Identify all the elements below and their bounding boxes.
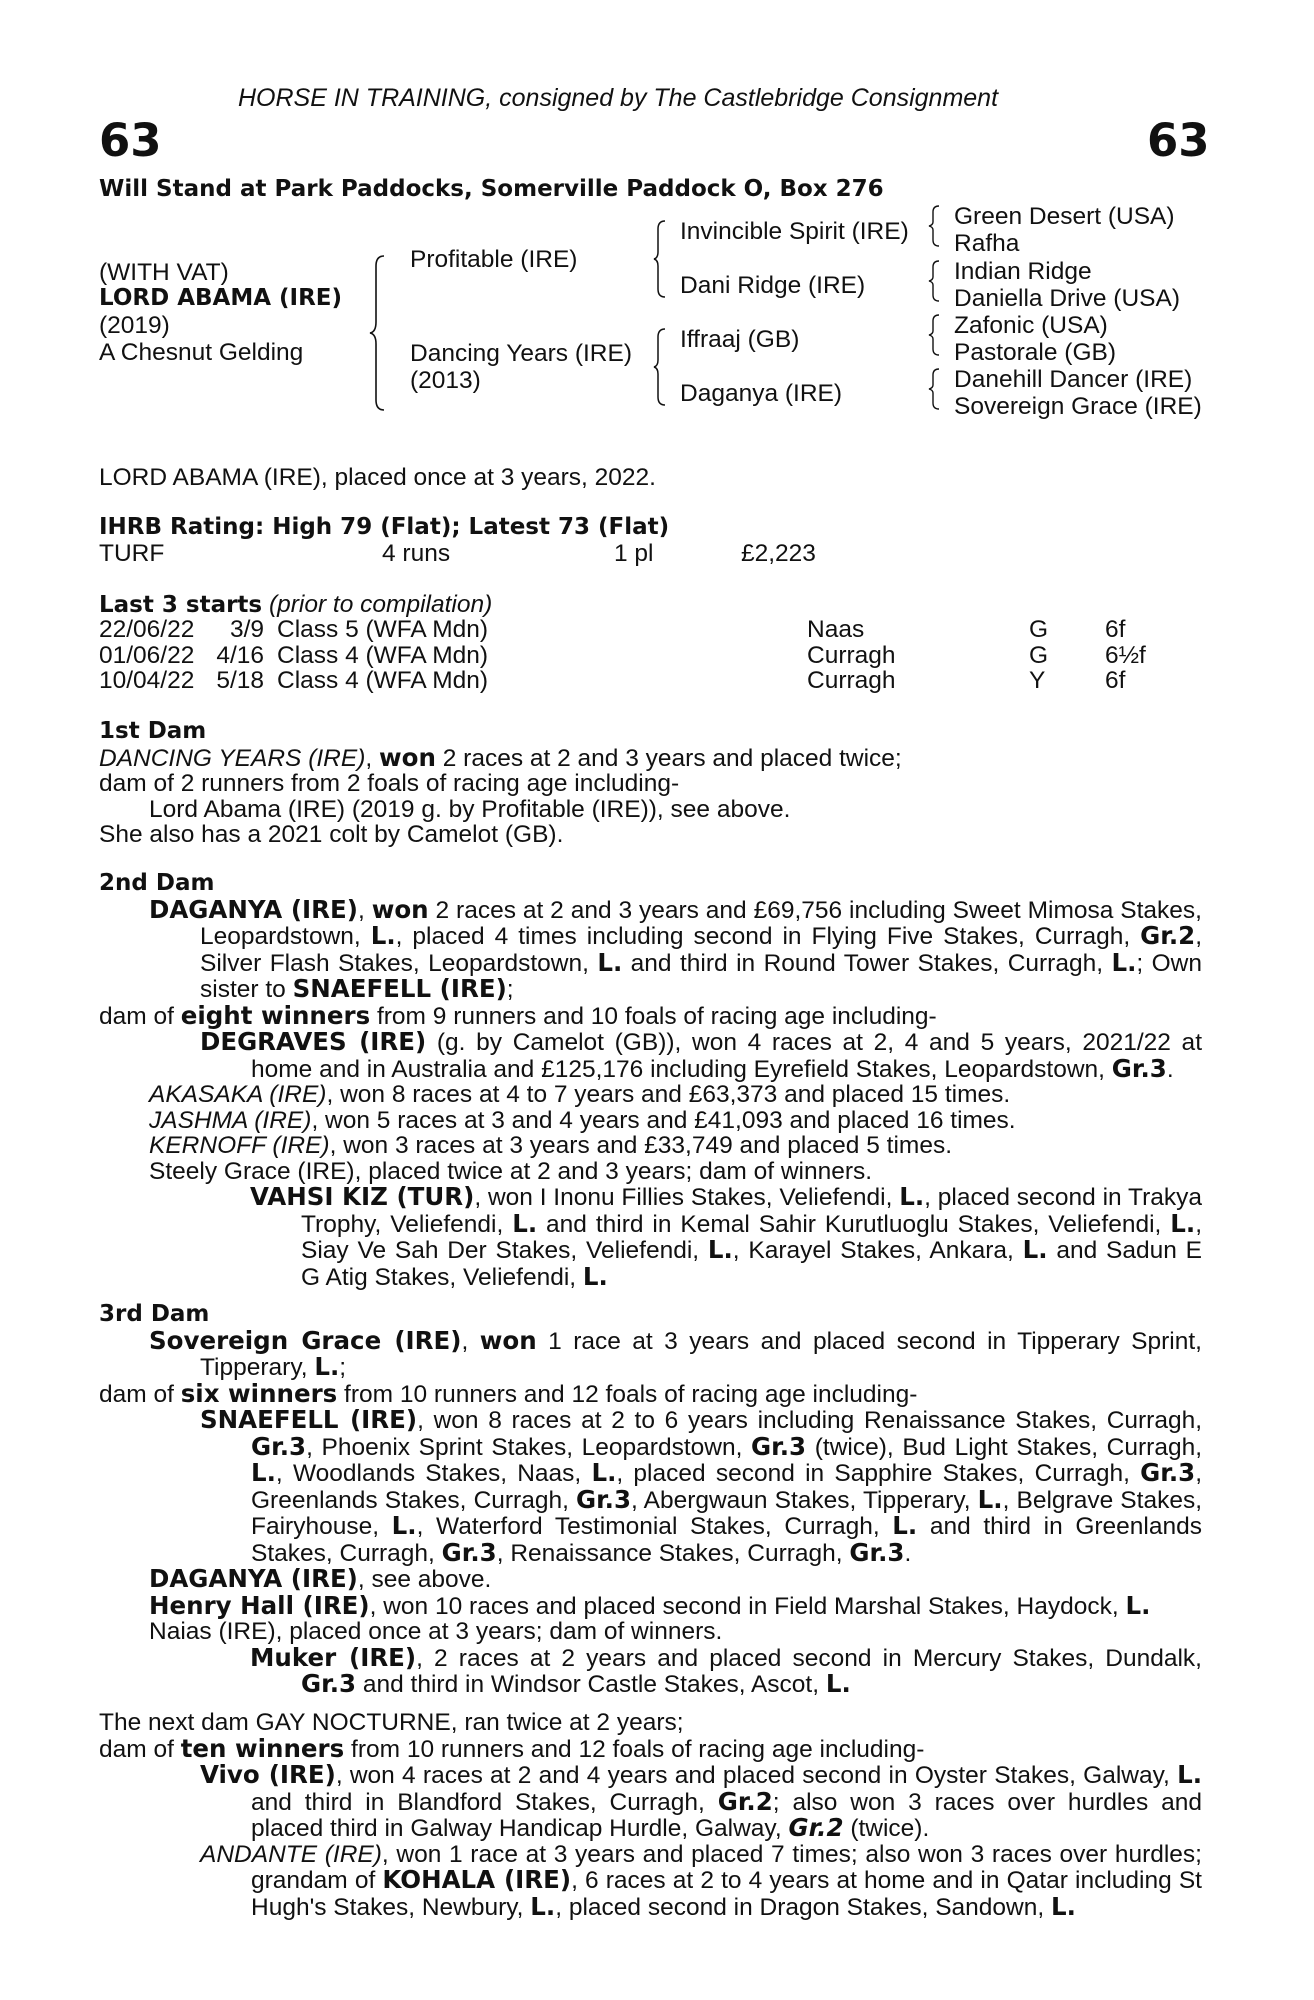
rating-heading: IHRB Rating: High 79 (Flat); Latest 73 (Flat) — [99, 514, 670, 540]
text: , Silver Flash Stakes, Leopardstown, — [200, 923, 1203, 977]
horse-name: DAGANYA (IRE) — [149, 1564, 358, 1593]
horse-name: Sovereign Grace (IRE) — [149, 1325, 462, 1355]
won-label: won — [379, 742, 436, 772]
text: 2 races at 2 and 3 years and £69,756 including Sweet Mimosa Stakes, Leopardstown, — [200, 896, 1202, 950]
table-row — [99, 617, 1146, 643]
run-position: 5/18 — [216, 667, 264, 694]
produce-entry — [99, 1108, 1202, 1134]
text: , won 8 races at 4 to 7 years and £63,373 and placed 15 times. — [326, 1081, 1011, 1108]
text: . — [904, 1539, 912, 1567]
text: , Greenlands Stakes, Curragh, — [251, 1460, 1203, 1514]
horse-name: ANDANTE (IRE) — [200, 1840, 382, 1868]
lot-number-right: 63 — [1147, 114, 1210, 167]
grade-label: L. — [530, 1891, 556, 1921]
pedigree-g3-4: Daniella Drive (USA) — [954, 285, 1181, 312]
grade-label: L. — [512, 1208, 538, 1238]
pedigree-dam: Dancing Years (IRE) — [410, 340, 632, 367]
run-race: Class 4 (WFA Mdn) — [277, 641, 489, 669]
run-going: Y — [1029, 667, 1046, 694]
pedigree-dam-dam: Daganya (IRE) — [680, 380, 843, 407]
run-date: 10/04/22 — [99, 667, 195, 694]
grade-label: Gr.2 — [1140, 921, 1196, 950]
produce-entry: Naias (IRE), placed once at 3 years; dam of winners. — [149, 1618, 723, 1645]
grade-label: L. — [597, 947, 623, 977]
text: 1 race at 3 years and placed second in Tipperary Sprint, Tipperary, — [200, 1327, 1202, 1381]
text: and third in Round Tower Stakes, Curragh, — [622, 949, 1112, 977]
horse-name: DEGRAVES (IRE) — [200, 1027, 427, 1056]
pedigree-brace-g4 — [927, 367, 941, 411]
text: dam of — [99, 1380, 181, 1408]
produce-entry — [99, 1082, 1202, 1108]
horse-name: JASHMA (IRE) — [149, 1106, 312, 1134]
horse-name: AKASAKA (IRE) — [149, 1081, 327, 1108]
table-row — [99, 643, 1146, 669]
last-starts-note: (prior to compilation) — [268, 591, 493, 618]
produce-entry: Steely Grace (IRE), placed twice at 2 and 3 years; dam of winners. — [149, 1157, 873, 1185]
horse-name: SNAEFELL (IRE) — [292, 974, 507, 1003]
horse-name: KERNOFF (IRE) — [149, 1132, 330, 1159]
next-dam-line: The next dam GAY NOCTURNE, ran twice at 2 years; — [99, 1709, 684, 1736]
pedigree-sire-sire: Invincible Spirit (IRE) — [680, 218, 909, 245]
next-dam-produce-line — [99, 1733, 1202, 1763]
pedigree-g3-8: Sovereign Grace (IRE) — [954, 393, 1202, 420]
first-dam-section — [99, 719, 1202, 848]
text: , won 1 race at 3 years and placed 7 times; also won 3 races over hurdles; grandam of — [251, 1840, 1202, 1894]
next-dam-section — [99, 1710, 1202, 1920]
text: ; — [339, 1354, 347, 1381]
text: (twice), Bud Light Stakes, Curragh, — [806, 1433, 1202, 1461]
run-position: 3/9 — [229, 616, 264, 643]
third-dam-heading: 3rd Dam — [99, 1301, 210, 1327]
grade-label: Gr.2 — [717, 1786, 773, 1816]
produce-entry — [99, 1133, 1202, 1159]
table-row — [99, 668, 1146, 694]
run-distance: 6f — [1105, 616, 1126, 643]
run-position: 4/16 — [216, 641, 264, 669]
text: , won 8 races at 2 to 6 years including Renaissance Stakes, Curragh, — [417, 1407, 1203, 1434]
run-course: Naas — [807, 616, 865, 643]
text: , Renaissance Stakes, Curragh, — [496, 1539, 850, 1567]
pedigree-g3-2: Rafha — [954, 230, 1020, 257]
first-dam-line1: DANCING YEARS (IRE), won 2 races at 2 and 3 years and placed twice; — [99, 742, 902, 772]
third-dam-entry: Sovereign Grace (IRE), won 1 race at 3 years and placed second in Tipperary Sprint, Tipperary, L.; — [149, 1325, 1202, 1381]
grade-label: L. — [370, 921, 396, 950]
text: , won 4 races at 2 and 4 years and placed second in Oyster Stakes, Galway, — [335, 1762, 1178, 1789]
run-distance: 6½f — [1105, 641, 1146, 669]
pedigree-dam-year: (2013) — [410, 367, 481, 394]
pedigree-g3-1: Green Desert (USA) — [954, 203, 1175, 230]
horse-name: SNAEFELL (IRE) — [200, 1405, 418, 1434]
run-going: G — [1029, 616, 1049, 643]
first-dam-heading: 1st Dam — [99, 718, 207, 744]
text: , placed second in Dragon Stakes, Sandown, — [555, 1893, 1051, 1921]
grade-label: Gr.3 — [251, 1431, 307, 1461]
won-label: won — [371, 894, 429, 924]
grade-label: Gr.3 — [1140, 1458, 1196, 1487]
text: ; — [506, 976, 514, 1003]
last-starts-heading — [99, 592, 492, 619]
text: , placed second in Trakya Trophy, Veliefendi, — [301, 1184, 1203, 1238]
produce-entry — [99, 1642, 1202, 1698]
rating-runs: 4 runs — [382, 540, 451, 567]
winners-count: eight winners — [180, 1000, 371, 1030]
grade-label: L. — [1111, 947, 1137, 977]
run-date: 01/06/22 — [99, 641, 195, 669]
pedigree-brace-g1 — [927, 204, 941, 248]
horse-year: (2019) — [99, 312, 170, 339]
third-dam-section — [99, 1302, 1202, 1698]
text: and Sadun E G Atig Stakes, Veliefendi, — [301, 1237, 1202, 1291]
grade-label: L. — [1022, 1235, 1048, 1264]
rating-earnings: £2,223 — [741, 540, 816, 567]
text: , see above. — [357, 1566, 492, 1593]
grade-label: Gr.2 — [788, 1813, 844, 1842]
pedigree-brace-g3 — [927, 313, 941, 357]
horse-name: Muker (IRE) — [250, 1642, 417, 1672]
text: , won 10 races and placed second in Field Marshal Stakes, Haydock, — [369, 1592, 1126, 1620]
pedigree-brace-sire — [652, 219, 668, 299]
rating-placed: 1 pl — [614, 540, 654, 567]
pedigree-dam-sire: Iffraaj (GB) — [680, 326, 800, 353]
horse-name: LORD ABAMA (IRE) — [99, 285, 343, 311]
grade-label: Gr.3 — [575, 1484, 632, 1514]
grade-label: L. — [1177, 1760, 1202, 1789]
winners-count: six winners — [180, 1378, 338, 1408]
second-dam-section — [99, 871, 1202, 1290]
text: from 10 runners and 12 foals of racing age including- — [337, 1380, 918, 1408]
text: and third in Blandford Stakes, Curragh, — [251, 1788, 718, 1816]
text: dam of — [99, 1735, 181, 1763]
horse-name: KOHALA (IRE) — [382, 1865, 572, 1894]
grade-label: L. — [1125, 1590, 1151, 1620]
pedigree-brace-gen1 — [368, 254, 388, 412]
first-dam-line2: dam of 2 runners from 2 foals of racing age including- — [99, 770, 680, 797]
grade-label: L. — [707, 1235, 733, 1264]
last-starts-table — [99, 617, 1146, 694]
run-course: Curragh — [807, 667, 896, 694]
produce-entry — [99, 1762, 1202, 1842]
pedigree-g3-3: Indian Ridge — [954, 258, 1092, 285]
text: (twice). — [843, 1815, 930, 1842]
pedigree-g3-6: Pastorale (GB) — [954, 339, 1117, 366]
grade-label: L. — [582, 1261, 608, 1291]
text: ; Own sister to — [200, 949, 1202, 1003]
grade-label: Gr.3 — [751, 1431, 807, 1461]
run-course: Curragh — [807, 641, 896, 669]
vat-note: (WITH VAT) — [99, 259, 229, 286]
last-starts-title: Last 3 starts — [99, 592, 263, 618]
text: , 6 races at 2 to 4 years at home and in Qatar including St Hugh's Stakes, Newbury, — [251, 1867, 1202, 1921]
grade-label: L. — [314, 1352, 340, 1381]
produce-entry — [99, 1842, 1202, 1921]
winners-count: ten winners — [180, 1733, 345, 1763]
first-dam-line3: Lord Abama (IRE) (2019 g. by Profitable (IRE)), see above. — [149, 795, 791, 823]
grade-label: Gr.3 — [301, 1669, 357, 1698]
run-race: Class 5 (WFA Mdn) — [277, 616, 489, 643]
text: , won 3 races at 3 years and £33,749 and placed 5 times. — [329, 1132, 953, 1159]
text: , 2 races at 2 years and placed second in Mercury Stakes, Dundalk, — [416, 1644, 1202, 1672]
text: , Siay Ve Sah Der Stakes, Veliefendi, — [301, 1210, 1202, 1264]
second-dam-produce-line — [99, 1000, 1202, 1030]
rating-surface: TURF — [99, 540, 165, 567]
horse-name: VAHSI KIZ (TUR) — [250, 1182, 475, 1211]
produce-entry — [99, 1566, 1202, 1593]
run-date: 22/06/22 — [99, 616, 195, 643]
third-dam-produce-line — [99, 1378, 1202, 1408]
text: . — [1166, 1055, 1174, 1083]
produce-entry — [99, 1184, 1202, 1290]
text: , won 5 races at 3 and 4 years and £41,093 and placed 16 times. — [311, 1106, 1016, 1134]
text: , Phoenix Sprint Stakes, Leopardstown, — [306, 1433, 752, 1461]
stabling-location: Will Stand at Park Paddocks, Somerville Paddock O, Box 276 — [99, 176, 884, 202]
grade-label: Gr.3 — [441, 1537, 497, 1567]
text: and third in Windsor Castle Stakes, Ascot, — [356, 1671, 826, 1698]
pedigree-brace-dam — [652, 327, 668, 407]
won-label: won — [479, 1325, 537, 1355]
grade-label: L. — [251, 1458, 276, 1487]
text: from 9 runners and 10 foals of racing age including- — [370, 1002, 937, 1030]
lot-number-left: 63 — [99, 114, 162, 167]
produce-entry — [99, 1590, 1202, 1620]
grade-label: L. — [892, 1511, 918, 1540]
grade-label: L. — [1050, 1891, 1076, 1921]
pedigree-g3-7: Danehill Dancer (IRE) — [954, 366, 1193, 393]
grade-label: L. — [899, 1182, 925, 1211]
first-dam-name: DANCING YEARS (IRE) — [99, 744, 366, 772]
first-dam-line4: She also has a 2021 colt by Camelot (GB). — [99, 821, 564, 848]
grade-label: L. — [391, 1511, 417, 1540]
text: , Abergwaun Stakes, Tipperary, — [631, 1486, 978, 1514]
run-race: Class 4 (WFA Mdn) — [277, 667, 489, 694]
run-distance: 6f — [1105, 667, 1126, 694]
grade-label: L. — [1170, 1208, 1196, 1238]
pedigree-sire: Profitable (IRE) — [410, 246, 578, 273]
grade-label: L. — [591, 1458, 617, 1487]
text: and third in Greenlands Stakes, Curragh, — [251, 1513, 1203, 1567]
produce-entry — [99, 1029, 1202, 1082]
grade-label: Gr.3 — [1111, 1053, 1167, 1083]
second-dam-heading: 2nd Dam — [99, 870, 215, 896]
horse-name: Vivo (IRE) — [200, 1760, 336, 1789]
text: , Belgrave Stakes, Fairyhouse, — [251, 1486, 1202, 1540]
text: , Waterford Testimonial Stakes, Curragh, — [416, 1513, 893, 1540]
text: , placed second in Sapphire Stakes, Curragh, — [616, 1460, 1141, 1487]
text: , Karayel Stakes, Ankara, — [732, 1237, 1023, 1264]
grade-label: Gr.3 — [849, 1537, 905, 1567]
text: dam of — [99, 1002, 181, 1030]
horse-name: Henry Hall (IRE) — [149, 1590, 370, 1620]
produce-entry — [99, 1407, 1202, 1566]
second-dam-entry: DAGANYA (IRE), won 2 races at 2 and 3 years and £69,756 including Sweet Mimosa Stakes, Leopardstown, L., placed 4 times including second in Flying Five Stakes, Curragh, Gr.2, Silver Flash Stakes, Leopardstown, L. and third in Round Tower Stakes, Curragh, L.; Own sister to SNAEFELL (IRE); — [149, 894, 1203, 1003]
run-going: G — [1029, 641, 1049, 669]
text: , Woodlands Stakes, Naas, — [275, 1460, 592, 1487]
pedigree-brace-g2 — [927, 259, 941, 303]
race-summary: LORD ABAMA (IRE), placed once at 3 years, 2022. — [99, 464, 656, 491]
horse-name: DAGANYA (IRE) — [149, 894, 358, 924]
first-dam-record: 2 races at 2 and 3 years and placed twice; — [435, 744, 902, 772]
text: , won I Inonu Fillies Stakes, Veliefendi, — [474, 1184, 900, 1211]
grade-label: L. — [977, 1484, 1003, 1514]
text: and third in Kemal Sahir Kurutluoglu Stakes, Veliefendi, — [537, 1210, 1171, 1238]
text: , placed 4 times including second in Flying Five Stakes, Curragh, — [395, 923, 1141, 950]
text: (g. by Camelot (GB)), won 4 races at 2, 4 and 5 years, 2021/22 at home and in Australia and £125,176 including Eyrefield Stakes, Leopardstown, — [251, 1029, 1202, 1083]
horse-description: A Chesnut Gelding — [99, 339, 304, 366]
text: from 10 runners and 12 foals of racing age including- — [344, 1735, 925, 1763]
catalogue-subtitle: HORSE IN TRAINING, consigned by The Castlebridge Consignment — [238, 84, 999, 112]
text: ; also won 3 races over hurdles and placed third in Galway Handicap Hurdle, Galway, — [251, 1788, 1202, 1842]
pedigree-g3-5: Zafonic (USA) — [954, 312, 1108, 339]
grade-label: L. — [825, 1669, 851, 1698]
pedigree-sire-dam: Dani Ridge (IRE) — [680, 272, 866, 299]
